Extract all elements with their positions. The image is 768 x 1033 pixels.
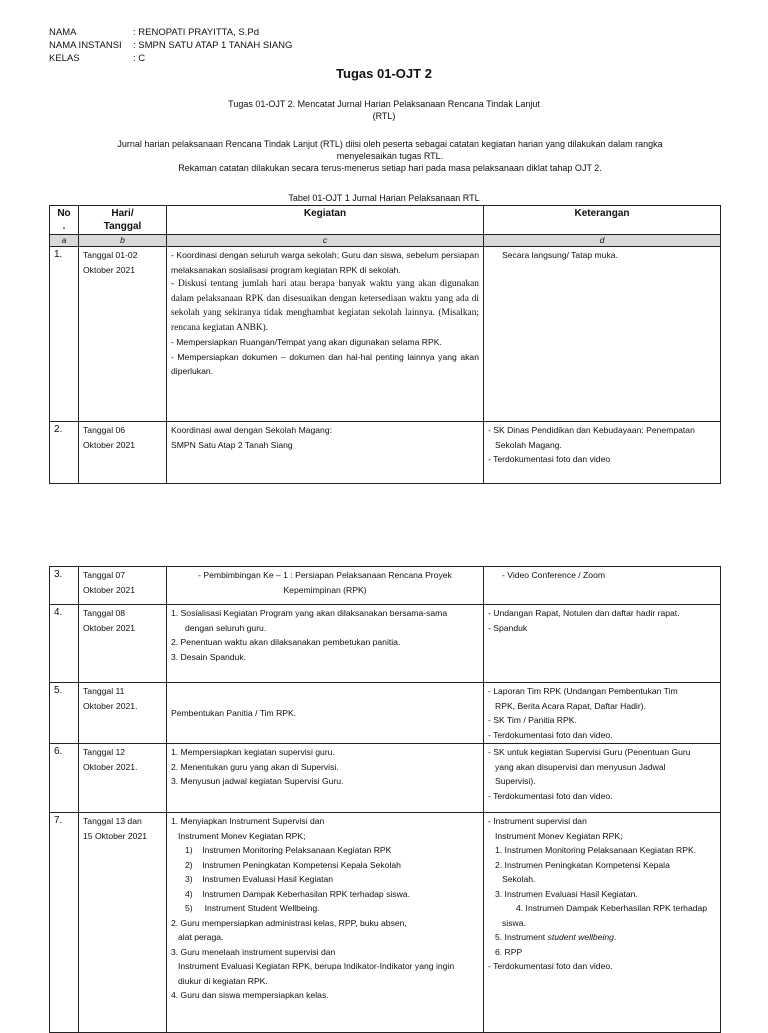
note-item: - Terdokumentasi foto dan video. <box>488 961 613 971</box>
note-item: RPK, Berita Acara Rapat, Daftar Hadir). <box>495 700 646 711</box>
date-line: Tanggal 08 <box>83 608 126 618</box>
nama-label: NAMA <box>49 27 77 38</box>
table-row <box>50 605 721 683</box>
note-item: - Laporan Tim RPK (Undangan Pembentukan Tim <box>488 686 678 696</box>
activity-item: 3. Menyusun jadwal kegiatan Supervisi Guru. <box>171 776 344 786</box>
note-item: - Terdokumentasi foto dan video <box>488 454 611 464</box>
activity-item: - Pembimbingan Ke – 1 : Persiapan Pelaksanaan Rencana Proyek <box>198 570 452 580</box>
journal-table-part-2 <box>49 566 721 1033</box>
activity-item: 3. Guru menelaah instrument supervisi dan <box>171 946 336 957</box>
note-text: 5. Instrument <box>495 932 548 942</box>
activity-item: - Mempersiapkan Ruangan/Tempat yang akan digunakan selama RPK. <box>171 337 442 347</box>
row-date <box>79 813 167 1033</box>
row-activity <box>167 605 484 683</box>
row-date <box>79 605 167 683</box>
row-date <box>79 567 167 605</box>
row-activity <box>167 683 484 744</box>
activity-item: 1. Mempersiapkan kegiatan supervisi guru. <box>171 747 335 757</box>
row-activity <box>167 567 484 605</box>
activity-item: 5) Instrument Student Wellbeing. <box>185 903 320 913</box>
activity-item: 2. Penentuan waktu akan dilaksanakan pembetukan panitia. <box>171 637 401 647</box>
table-row <box>50 683 721 744</box>
intro-paragraph <box>60 138 720 174</box>
row-notes <box>484 422 721 484</box>
note-item: Sekolah Magang. <box>495 439 562 450</box>
row-notes <box>484 683 721 744</box>
kelas-value: : C <box>133 53 146 64</box>
note-item: Secara langsung/ Tatap muka. <box>502 250 618 260</box>
activity-item: - Koordinasi dengan seluruh warga sekolah; Guru dan siswa, sebelum persiapan melaksanakan sosialisasi program kegiatan RPK di sekolah. <box>171 250 479 275</box>
date-line: Tanggal 06 <box>83 425 126 435</box>
date-line: 15 Oktober 2021 <box>83 830 148 841</box>
row-activity <box>167 813 484 1033</box>
activity-item: 1. Sosialisasi Kegiatan Program yang akan dilaksanakan bersama-sama <box>171 608 448 618</box>
note-item: Instrument Monev Kegiatan RPK; <box>495 830 623 841</box>
date-line: Oktober 2021 <box>83 264 136 275</box>
row-notes <box>484 813 721 1033</box>
activity-item: SMPN Satu Atap 2 Tanah Siang <box>171 439 293 450</box>
row-notes <box>484 744 721 813</box>
note-item: 3. Instrumen Evaluasi Hasil Kegiatan. <box>495 888 638 899</box>
activity-item: Kepemimpinan (RPK) <box>283 584 367 595</box>
row-date <box>79 422 167 484</box>
activity-item: 2. Menentukan guru yang akan di Supervisi. <box>171 761 339 772</box>
row-date <box>79 683 167 744</box>
note-item: - SK Dinas Pendidikan dan Kebudayaan: Penempatan <box>488 425 695 435</box>
letter-c: c <box>167 235 484 247</box>
note-item: - Terdokumentasi foto dan video. <box>488 729 613 740</box>
row-number: 5. <box>50 683 79 744</box>
document-title: Tugas 01-OJT 2 <box>336 66 432 81</box>
row-number: 6. <box>50 744 79 813</box>
row-activity <box>167 422 484 484</box>
activity-item: 2. Guru mempersiapkan administrasi kelas, RPP, buku absen, <box>171 917 407 928</box>
note-text: . <box>613 932 617 942</box>
letter-a: a <box>50 235 79 247</box>
col-header-keterangan: Keterangan <box>484 206 721 235</box>
note-item: yang akan disupervisi dan menyusun Jadwal <box>495 761 666 772</box>
table-row <box>50 813 721 1033</box>
instansi-label: NAMA INSTANSI <box>49 40 122 51</box>
activity-item: 3. Desain Spanduk. <box>171 651 247 662</box>
nama-value: : RENOPATI PRAYITTA, S.Pd <box>133 27 259 38</box>
date-line: Tanggal 01-02 <box>83 250 138 260</box>
row-notes <box>484 605 721 683</box>
activity-item: 4) Instrumen Dampak Keberhasilan RPK terhadap siswa. <box>185 888 410 899</box>
row-number: 3. <box>50 567 79 605</box>
activity-item: Koordinasi awal dengan Sekolah Magang: <box>171 425 333 435</box>
activity-item: Pembentukan Panitia / Tim RPK. <box>171 707 297 718</box>
column-letter-row <box>50 235 721 247</box>
note-item <box>488 930 716 945</box>
activity-item: - Mempersiapkan dokumen – dokumen dan hal-hal penting lainnya yang akan diperlukan. <box>171 351 479 376</box>
activity-item: 3) Instrumen Evaluasi Hasil Kegiatan <box>185 874 334 884</box>
activity-item: - Diskusi tentang jumlah hari atau berapa banyak waktu yang akan digunakan dalam pelaksanaan RPK dan disesuaikan dengan ketersediaan waktu yang ada di sekolah yang sekiranya tidak menghambat kegiatan sekolah lainnya. (Misalkan; rencana kegiatan ANBK). <box>171 279 479 333</box>
identity-block <box>49 26 292 65</box>
activity-item: diukur di kegiatan RPK. <box>178 975 268 986</box>
activity-item: Instrument Monev Kegiatan RPK; <box>178 830 306 841</box>
note-item: - Instrument supervisi dan <box>488 816 587 826</box>
intro-line-1: Jurnal harian pelaksanaan Rencana Tindak Lanjut (RTL) diisi oleh peserta sebagai catatan kegiatan harian yang dilakukan dalam rangka <box>117 139 663 149</box>
note-item: - Terdokumentasi foto dan video. <box>488 790 613 801</box>
date-line: Oktober 2021 <box>83 622 136 633</box>
table-caption: Tabel 01-OJT 1 Jurnal Harian Pelaksanaan RTL <box>288 193 480 203</box>
row-number: 1. <box>50 247 79 422</box>
note-item: Sekolah. <box>502 874 536 884</box>
activity-item: 1) Instrumen Monitoring Pelaksanaan Kegiatan RPK <box>185 845 392 855</box>
task-subtitle <box>0 98 768 122</box>
table-row <box>50 247 721 422</box>
row-date <box>79 247 167 422</box>
note-item: 2. Instrumen Peningkatan Kompetensi Kepala <box>495 859 670 870</box>
date-line: Oktober 2021. <box>83 700 138 711</box>
journal-table-part-1 <box>49 205 721 484</box>
row-number: 2. <box>50 422 79 484</box>
table-header-row <box>50 206 721 235</box>
note-item: - Undangan Rapat, Notulen dan daftar hadir rapat. <box>488 608 680 618</box>
note-item: - SK Tim / Panitia RPK. <box>488 715 577 725</box>
date-line: Oktober 2021. <box>83 761 138 772</box>
activity-item: 2) Instrumen Peningkatan Kompetensi Kepala Sekolah <box>185 859 401 870</box>
subtitle-line-2: (RTL) <box>372 111 396 121</box>
date-line: Tanggal 13 dan <box>83 816 142 826</box>
row-notes <box>484 247 721 422</box>
activity-item: dengan seluruh guru. <box>185 622 267 633</box>
instansi-value: : SMPN SATU ATAP 1 TANAH SIANG <box>133 40 293 51</box>
note-item: Supervisi). <box>495 776 536 786</box>
letter-b: b <box>79 235 167 247</box>
note-item: siswa. <box>502 917 526 928</box>
date-line: Tanggal 07 <box>83 570 126 580</box>
subtitle-line-1: Tugas 01-OJT 2. Mencatat Jurnal Harian Pelaksanaan Rencana Tindak Lanjut <box>228 99 540 109</box>
kelas-label: KELAS <box>49 53 80 64</box>
note-text-italic: student wellbeing <box>547 932 614 942</box>
row-notes <box>484 567 721 605</box>
date-line: Oktober 2021 <box>83 439 136 450</box>
activity-item: Instrument Evaluasi Kegiatan RPK, berupa Indikator-Indikator yang ingin <box>178 961 455 971</box>
note-item: 4. Instrumen Dampak Keberhasilan RPK terhadap <box>516 903 708 913</box>
activity-item: 4. Guru dan siswa mempersiapkan kelas. <box>171 990 329 1000</box>
intro-line-3: Rekaman catatan dilakukan secara terus-menerus setiap hari pada masa pelaksanaan diklat tahap OJT 2. <box>178 163 602 173</box>
row-activity <box>167 744 484 813</box>
note-item: - SK untuk kegiatan Supervisi Guru (Penentuan Guru <box>488 747 691 757</box>
date-line: Tanggal 12 <box>83 747 126 757</box>
row-number: 7. <box>50 813 79 1033</box>
note-item: 6. RPP <box>495 946 523 957</box>
col-header-kegiatan: Kegiatan <box>167 206 484 235</box>
note-item: 1. Instrumen Monitoring Pelaksanaan Kegiatan RPK. <box>495 845 697 855</box>
table-row <box>50 422 721 484</box>
date-line: Oktober 2021 <box>83 584 136 595</box>
col-header-no: No . <box>50 206 79 235</box>
table-row <box>50 567 721 605</box>
row-number: 4. <box>50 605 79 683</box>
table-row <box>50 744 721 813</box>
row-activity <box>167 247 484 422</box>
letter-d: d <box>484 235 721 247</box>
activity-item: 1. Menyiapkan Instrument Supervisi dan <box>171 816 325 826</box>
col-header-tanggal: Hari/ Tanggal <box>79 206 167 235</box>
activity-item: alat peraga. <box>178 932 224 942</box>
note-item: - Spanduk <box>488 622 528 633</box>
intro-line-2: menyelesaikan tugas RTL. <box>336 151 444 161</box>
note-item: - Video Conference / Zoom <box>502 570 606 580</box>
row-date <box>79 744 167 813</box>
date-line: Tanggal 11 <box>83 686 125 696</box>
